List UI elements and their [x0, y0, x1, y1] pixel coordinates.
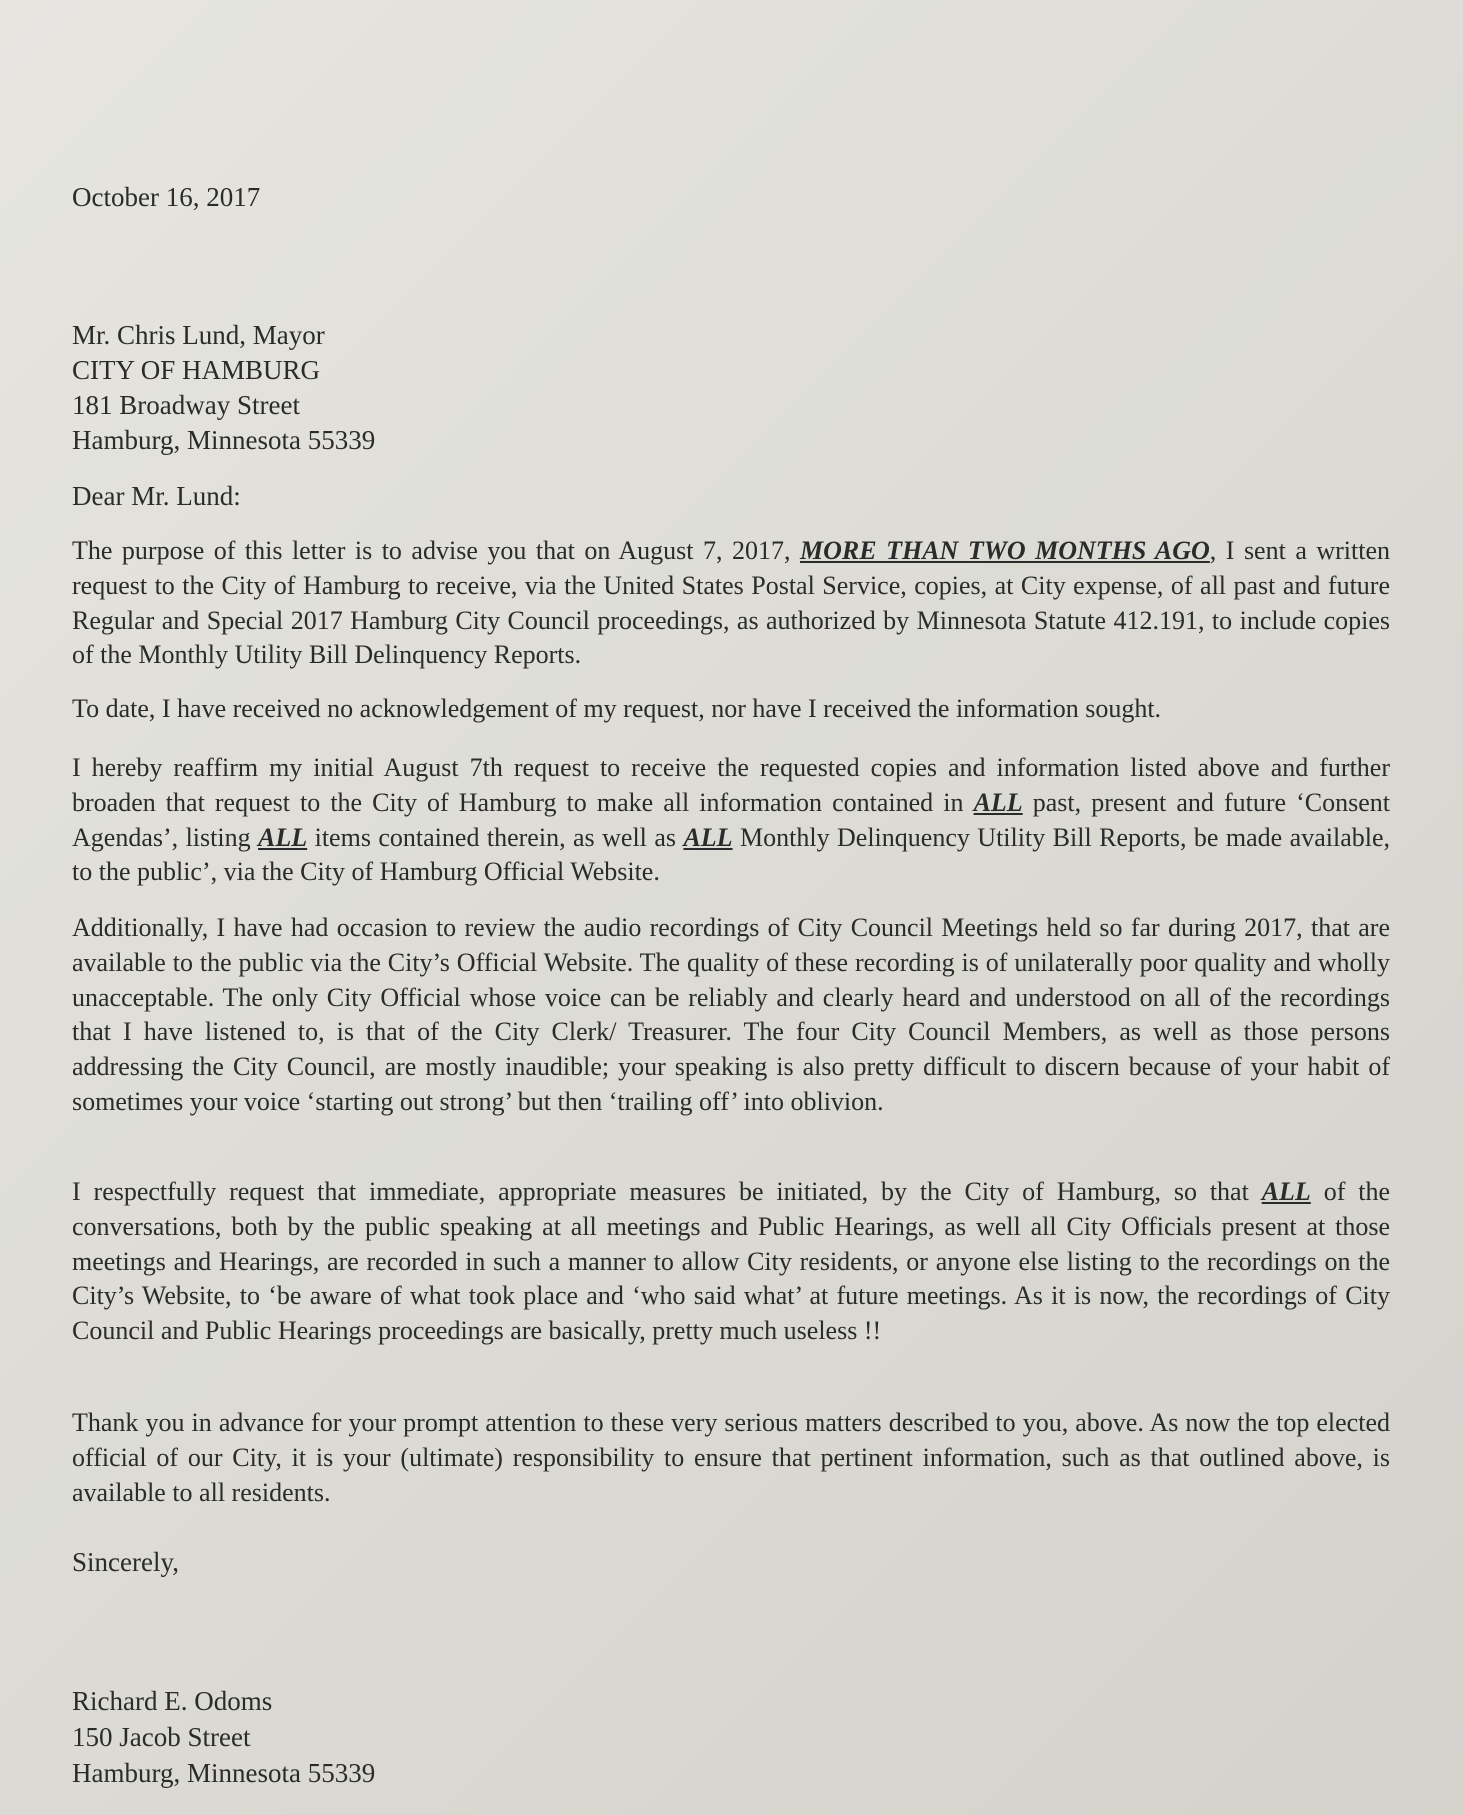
paragraph-3-text-c: past, present and future ‘Consent Agendas’, listing [72, 787, 1391, 852]
salutation: Dear Mr. Lund: [72, 481, 241, 511]
paragraph-1 [72, 534, 1390, 673]
paragraph-1-text-a: The purpose of this letter is to advise you that on August 7, 2017, [72, 536, 801, 565]
sender-street: 150 Jacob Street [72, 1722, 251, 1752]
paragraph-4: Additionally, I have had occasion to review the audio recordings of City Council Meetings held so far during 2017, that are available to the public via the City’s Official Website. The quality of these recording is of unilaterally poor quality and wholly unacceptable. The only City Official whose voice can be reliably and clearly heard and understood on all of the recordings that I have listened to, is that of the City Clerk/ Treasurer. The four City Council Members, as well as those persons addressing the City Council, are mostly inaudible; your speaking is also pretty difficult to discern because of your habit of sometimes your voice ‘starting out strong’ but then ‘trailing off’ into oblivion. [72, 913, 1390, 1116]
paragraph-3-text-g: Monthly Delinquency Utility Bill Reports, be made available, to the public’, via the City of Hamburg Official Website. [72, 822, 1391, 887]
paragraph-3-text-e: items contained therein, as well as [307, 822, 684, 852]
paragraph-5-text-c: of the conversations, both by the public speaking at all meetings and Public Hearings, as well all City Officials present at those meetings and Hearings, are recorded in such a manner to allow City residents, or anyone else listing to the recordings on the City’s Website, to ‘be aware of what took place and ‘who said what’ at future meetings. As it is now, the recordings of City Council and Public Hearings proceedings are basically, pretty much useless !! [72, 1177, 1390, 1346]
recipient-name: Mr. Chris Lund, Mayor [72, 320, 325, 350]
paragraph-6: Thank you in advance for your prompt attention to these very serious matters described to you, above. As now the top elected official of our City, it is your (ultimate) responsibility to ensure that pertinent information, such as that outlined above, is available to all residents. [72, 1408, 1390, 1507]
sender-name: Richard E. Odoms [72, 1686, 273, 1716]
closing: Sincerely, [72, 1547, 179, 1577]
letter-date: October 16, 2017 [72, 182, 261, 212]
paragraph-5-text-a: I respectfully request that immediate, appropriate measures be initiated, by the City of Hamburg, so that [72, 1177, 1262, 1206]
paragraph-3 [72, 751, 1390, 890]
recipient-org: CITY OF HAMBURG [72, 355, 321, 385]
emphasis-all-4: ALL [1261, 1177, 1311, 1206]
recipient-street: 181 Broadway Street [72, 390, 300, 420]
emphasis-all-2: ALL [258, 822, 308, 852]
emphasis-all-3: ALL [683, 822, 733, 852]
paragraph-1-text-c: , I sent a written request to the City of Hamburg to receive, via the United States Postal Service, copies, at City expense, of all past and future Regular and Special 2017 Hamburg City Council proceedings, as authorized by Minnesota Statute 412.191, to include copies of the Monthly Utility Bill Delinquency Reports. [72, 536, 1391, 670]
paragraph-5 [72, 1175, 1390, 1349]
emphasis-more-than-two-months: MORE THAN TWO MONTHS AGO [800, 536, 1210, 565]
paragraph-2: To date, I have received no acknowledgement of my request, nor have I received the information sought. [72, 694, 1162, 723]
paragraph-3-text-a: I hereby reaffirm my initial August 7th request to receive the requested copies and information listed above and further broaden that request to the City of Hamburg to make all information contained in [72, 753, 1390, 817]
recipient-city: Hamburg, Minnesota 55339 [72, 425, 376, 455]
emphasis-all-1: ALL [973, 787, 1023, 817]
sender-city: Hamburg, Minnesota 55339 [72, 1758, 376, 1788]
